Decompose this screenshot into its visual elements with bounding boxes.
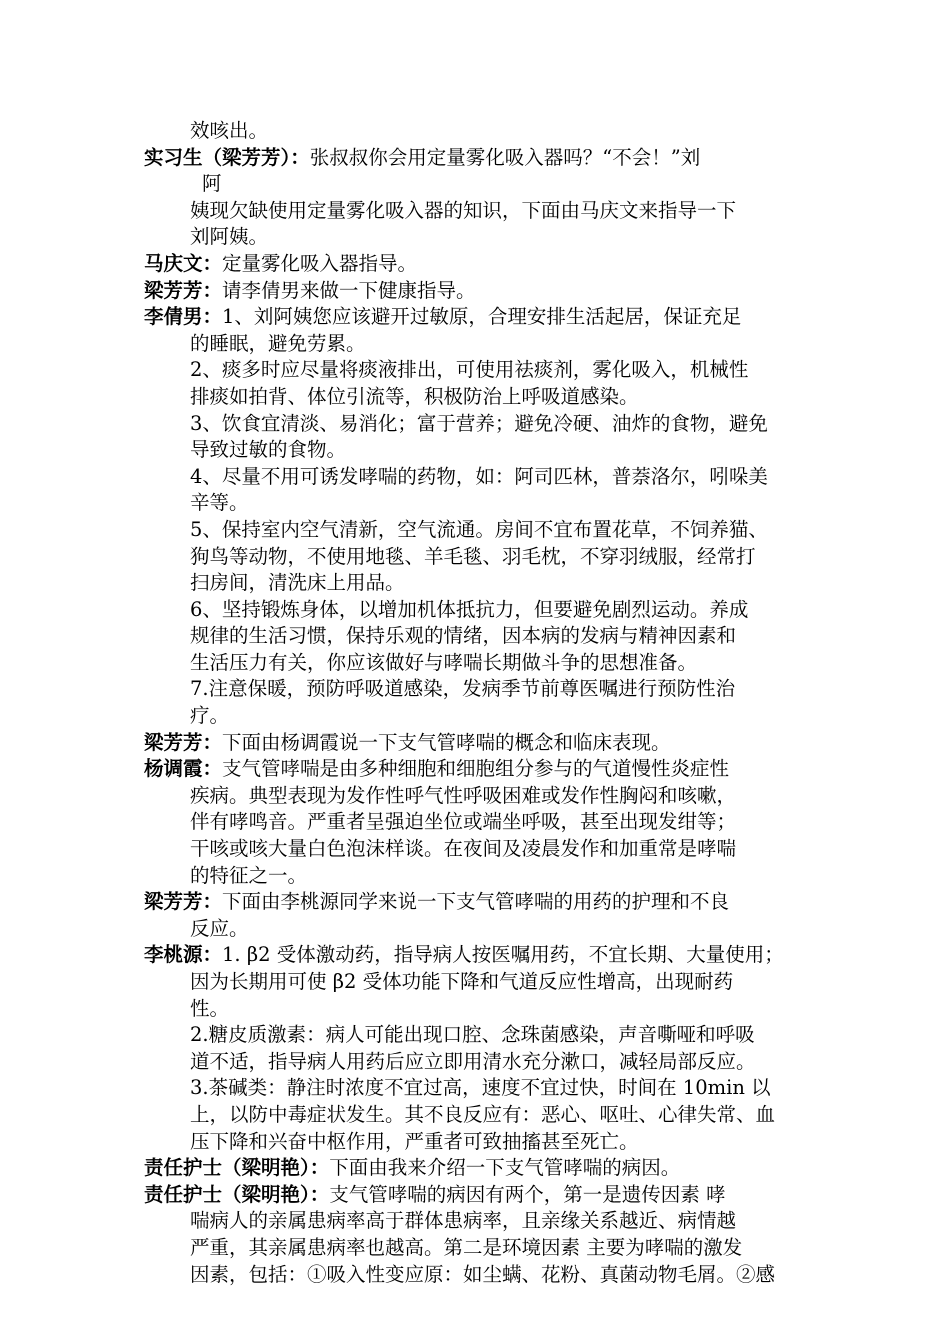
text-line	[144, 411, 816, 438]
line-text: 刘阿姨。	[190, 225, 269, 249]
speaker-label: 梁芳芳：	[144, 890, 223, 914]
line-text: 效咳出。	[190, 119, 269, 142]
line-text: 下面由李桃源同学来说一下支气管哮喘的用药的护理和不良	[222, 890, 730, 914]
text-line	[144, 384, 816, 411]
text-line	[144, 916, 816, 943]
text-line	[144, 331, 816, 358]
line-text: 排痰如拍背、体位引流等，积极防治上呼吸道感染。	[190, 384, 639, 408]
text-line	[144, 198, 816, 225]
line-text: 支气管哮喘是由多种细胞和细胞组分参与的气道慢性炎症性	[222, 757, 730, 781]
line-text: 请李倩男来做一下健康指导。	[222, 278, 476, 302]
line-text: 因素，包括：①吸入性变应原：如尘螨、花粉、真菌动物毛屑。②感	[190, 1262, 776, 1286]
speaker-label: 杨调霞：	[144, 757, 223, 781]
speaker-label: 李桃源：	[144, 943, 223, 967]
text-line	[144, 969, 816, 996]
text-line	[144, 570, 816, 597]
line-text: 2.糖皮质激素：病人可能出现口腔、念珠菌感染，声音嘶哑和呼吸	[190, 1023, 755, 1047]
line-text: 干咳或咳大量白色泡沫样谈。在夜间及凌晨发作和加重常是哮喘	[190, 837, 737, 861]
speaker-label: 梁芳芳：	[144, 278, 223, 302]
text-line	[144, 1208, 816, 1235]
text-line	[144, 171, 816, 198]
line-text: 支气管哮喘的病因有两个，第一是遗传因素 哮	[329, 1182, 726, 1206]
text-line	[144, 490, 816, 517]
line-text: 姨现欠缺使用定量雾化吸入器的知识，下面由马庆文来指导一下	[190, 198, 737, 222]
text-line	[144, 1075, 816, 1102]
line-text: 严重，其亲属患病率也越高。第二是环境因素 主要为哮喘的激发	[190, 1235, 743, 1259]
dialogue-line	[144, 251, 816, 278]
line-text: 喘病人的亲属患病率高于群体患病率，且亲缘关系越近、病情越	[190, 1209, 737, 1233]
line-text: 生活压力有关，你应该做好与哮喘长期做斗争的思想准备。	[190, 650, 698, 674]
line-text: 下面由杨调霞说一下支气管哮喘的概念和临床表现。	[222, 730, 671, 754]
line-text: 规律的生活习惯，保持乐观的情绪，因本病的发病与精神因素和	[190, 624, 737, 648]
line-text: 下面由我来介绍一下支气管哮喘的病因。	[329, 1156, 681, 1180]
speaker-label: 梁芳芳：	[144, 730, 223, 754]
line-text: 6、坚持锻炼身体，以增加机体抵抗力，但要避免剧烈运动。养成	[190, 597, 749, 621]
line-text: 1、刘阿姨您应该避开过敏原，合理安排生活起居，保证充足	[222, 305, 742, 329]
text-line	[144, 623, 816, 650]
dialogue-line	[144, 730, 816, 757]
line-text: 疗。	[190, 704, 230, 728]
text-line	[144, 676, 816, 703]
dialogue-line	[144, 889, 816, 916]
line-text: 的睡眠，避免劳累。	[190, 331, 366, 355]
line-text: 5、保持室内空气清新，空气流通。房间不宜布置花草，不饲养猫、	[190, 517, 768, 541]
speaker-label: 责任护士（梁明艳）：	[144, 1156, 330, 1180]
line-text: 4、尽量不用可诱发哮喘的药物，如：阿司匹林，普萘洛尔，吲哚美	[190, 464, 768, 488]
line-text: 3、饮食宜清淡、易消化；富于营养；避免冷硬、油炸的食物，避免	[190, 411, 768, 435]
document-body	[144, 118, 816, 1288]
line-text: 导致过敏的食物。	[190, 438, 347, 462]
line-text: 张叔叔你会用定量雾化吸入器吗？“不会！”刘	[309, 145, 701, 169]
text-line	[144, 863, 816, 890]
speaker-label: 李倩男：	[144, 305, 223, 329]
line-text: 的特征之一。	[190, 863, 308, 887]
line-text: 性。	[190, 996, 230, 1020]
line-text: 反应。	[190, 916, 249, 940]
line-text: 疾病。典型表现为发作性呼气性呼吸困难或发作性胸闷和咳嗽，	[190, 783, 737, 807]
line-text: 扫房间，清洗床上用品。	[190, 571, 405, 595]
line-text: 1. β2 受体激动药，指导病人按医嘱用药，不宜长期、大量使用；	[222, 943, 784, 967]
line-text: 3.茶碱类：静注时浓度不宜过高，速度不宜过快，时间在 10min 以	[190, 1076, 771, 1100]
text-line	[144, 783, 816, 810]
text-line	[144, 1102, 816, 1129]
text-line	[144, 703, 816, 730]
line-text: 道不适，指导病人用药后应立即用清水充分漱口，减轻局部反应。	[190, 1049, 756, 1073]
text-line	[144, 1049, 816, 1076]
text-line	[144, 1262, 816, 1289]
text-line	[144, 836, 816, 863]
text-line	[144, 1235, 816, 1262]
line-text: 7.注意保暖，预防呼吸道感染，发病季节前尊医嘱进行预防性治	[190, 677, 736, 701]
line-text: 因为长期用可使 β2 受体功能下降和气道反应性增高，出现耐药	[190, 970, 734, 993]
text-line	[144, 597, 816, 624]
dialogue-line	[144, 304, 816, 331]
dialogue-line	[144, 756, 816, 783]
speaker-label: 责任护士（梁明艳）：	[144, 1182, 330, 1206]
text-line	[144, 544, 816, 571]
dialogue-line	[144, 1155, 816, 1182]
text-line	[144, 224, 816, 251]
line-text: 伴有哮鸣音。严重者呈强迫坐位或端坐呼吸，甚至出现发绀等；	[190, 810, 737, 834]
line-text: 2、痰多时应尽量将痰液排出，可使用祛痰剂，雾化吸入，机械性	[190, 358, 749, 382]
dialogue-line	[144, 145, 816, 172]
dialogue-line	[144, 1182, 816, 1209]
dialogue-line	[144, 942, 816, 969]
text-line	[144, 1022, 816, 1049]
line-text: 压下降和兴奋中枢作用，严重者可致抽搐甚至死亡。	[190, 1129, 639, 1153]
dialogue-line	[144, 278, 816, 305]
line-text: 辛等。	[190, 491, 249, 515]
line-text: 上，以防中毒症状发生。其不良反应有：恶心、呕吐、心律失常、血	[190, 1102, 776, 1126]
line-text: 狗鸟等动物，不使用地毯、羊毛毯、羽毛枕，不穿羽绒服，经常打	[190, 544, 756, 568]
text-line	[144, 650, 816, 677]
speaker-label: 马庆文：	[144, 251, 223, 275]
text-line	[144, 437, 816, 464]
text-line	[144, 464, 816, 491]
text-line	[144, 1129, 816, 1156]
line-text: 定量雾化吸入器指导。	[222, 251, 418, 275]
text-line	[144, 809, 816, 836]
text-line	[144, 517, 816, 544]
text-line	[144, 118, 816, 145]
text-line	[144, 357, 816, 384]
text-line	[144, 996, 816, 1023]
speaker-label: 实习生（梁芳芳）：	[144, 145, 310, 169]
line-text: 阿	[202, 172, 222, 196]
